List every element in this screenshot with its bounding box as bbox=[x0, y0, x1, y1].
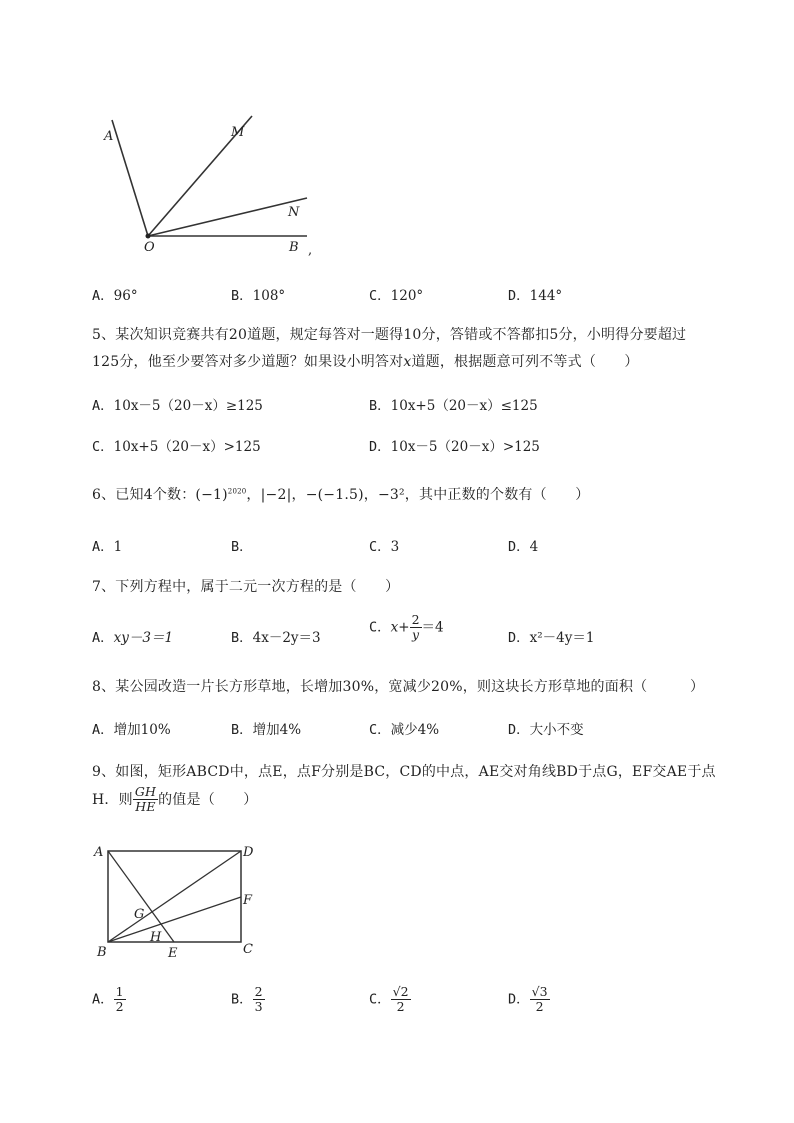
q4-option-b[interactable]: B．108° bbox=[231, 288, 286, 304]
q9-option-d[interactable]: D． $\frac{√3}{2}$ bbox=[508, 984, 548, 1015]
label-B: B bbox=[97, 945, 107, 960]
q7-option-a[interactable]: A．xy－3＝1 bbox=[92, 630, 174, 646]
q5-option-c[interactable]: C．10x+5（20－x）>125 bbox=[92, 439, 261, 455]
label-E: E bbox=[168, 946, 178, 961]
label-F: F bbox=[243, 893, 253, 908]
label-N: N bbox=[288, 205, 300, 220]
q8-option-b[interactable]: B．增加4% bbox=[231, 722, 302, 738]
label-C: C bbox=[243, 942, 253, 957]
q9-line1: 9、如图，矩形ABCD中，点E，点F分别是BC，CD的中点，AE交对角线BD于点G，EF交AE于点 bbox=[92, 764, 716, 780]
q9-line2: H．则 $\frac{GH}{HE}$ 的值是（ ） bbox=[92, 784, 258, 815]
q9-option-a[interactable]: A． $\frac{1}{2}$ bbox=[92, 984, 124, 1015]
q6-stem: 6、已知4个数：$(-1)^{2020}$，|−2|，−(−1.5)，−3²，其中正数的个数有（ ） bbox=[92, 487, 590, 503]
label-A: A bbox=[104, 129, 114, 144]
q8-stem: 8、某公园改造一片长方形草地，长增加30%，宽减少20%，则这块长方形草地的面积（ ） bbox=[92, 679, 705, 695]
q5-option-a[interactable]: A．10x－5（20－x）≥125 bbox=[92, 398, 263, 414]
q5-line2: 125分，他至少要答对多少道题？如果设小明答对x道题，根据题意可列不等式（ ） bbox=[92, 354, 639, 370]
q7-option-d[interactable]: D．x²－4y＝1 bbox=[508, 630, 595, 646]
q5-line1: 5、某次知识竞赛共有20道题，规定每答对一题得10分，答错或不答都扣5分，小明得分要超过 bbox=[92, 327, 687, 343]
label-D: D bbox=[243, 845, 254, 860]
q6-option-b[interactable]: B． bbox=[231, 539, 253, 555]
angle-figure bbox=[95, 110, 325, 260]
label-A: A bbox=[94, 845, 104, 860]
rectangle-figure bbox=[92, 840, 262, 965]
fraction: $\frac{2}{y}$ bbox=[411, 612, 420, 643]
fraction-gh-he: $\frac{GH}{HE}$ bbox=[134, 784, 157, 815]
q4-option-d[interactable]: D．144° bbox=[508, 288, 563, 304]
q6-option-d[interactable]: D．4 bbox=[508, 539, 539, 555]
q7-stem: 7、下列方程中，属于二元一次方程的是（ ） bbox=[92, 579, 400, 595]
q9-option-b[interactable]: B． $\frac{2}{3}$ bbox=[231, 984, 263, 1015]
q4-option-a[interactable]: A．96° bbox=[92, 288, 138, 304]
q8-option-d[interactable]: D．大小不变 bbox=[508, 722, 584, 738]
q5-option-d[interactable]: D．10x－5（20－x）>125 bbox=[369, 439, 540, 455]
q9-option-c[interactable]: C． $\frac{√2}{2}$ bbox=[369, 984, 409, 1015]
q8-option-c[interactable]: C．减少4% bbox=[369, 722, 440, 738]
q4-option-c[interactable]: C．120° bbox=[369, 288, 424, 304]
label-G: G bbox=[134, 907, 145, 922]
q7-option-c[interactable]: C．x+ $\frac{2}{y}$ ＝4 bbox=[369, 612, 444, 643]
label-H: H bbox=[150, 930, 162, 945]
q7-option-b[interactable]: B．4x－2y＝3 bbox=[231, 630, 321, 646]
q8-option-a[interactable]: A．增加10% bbox=[92, 722, 171, 738]
label-O: O bbox=[144, 240, 155, 255]
q6-option-c[interactable]: C．3 bbox=[369, 539, 400, 555]
q5-option-b[interactable]: B．10x+5（20－x）≤125 bbox=[369, 398, 538, 414]
label-B: B bbox=[289, 240, 299, 255]
q6-option-a[interactable]: A．1 bbox=[92, 539, 123, 555]
label-M: M bbox=[231, 125, 245, 140]
label-comma: , bbox=[308, 243, 313, 258]
